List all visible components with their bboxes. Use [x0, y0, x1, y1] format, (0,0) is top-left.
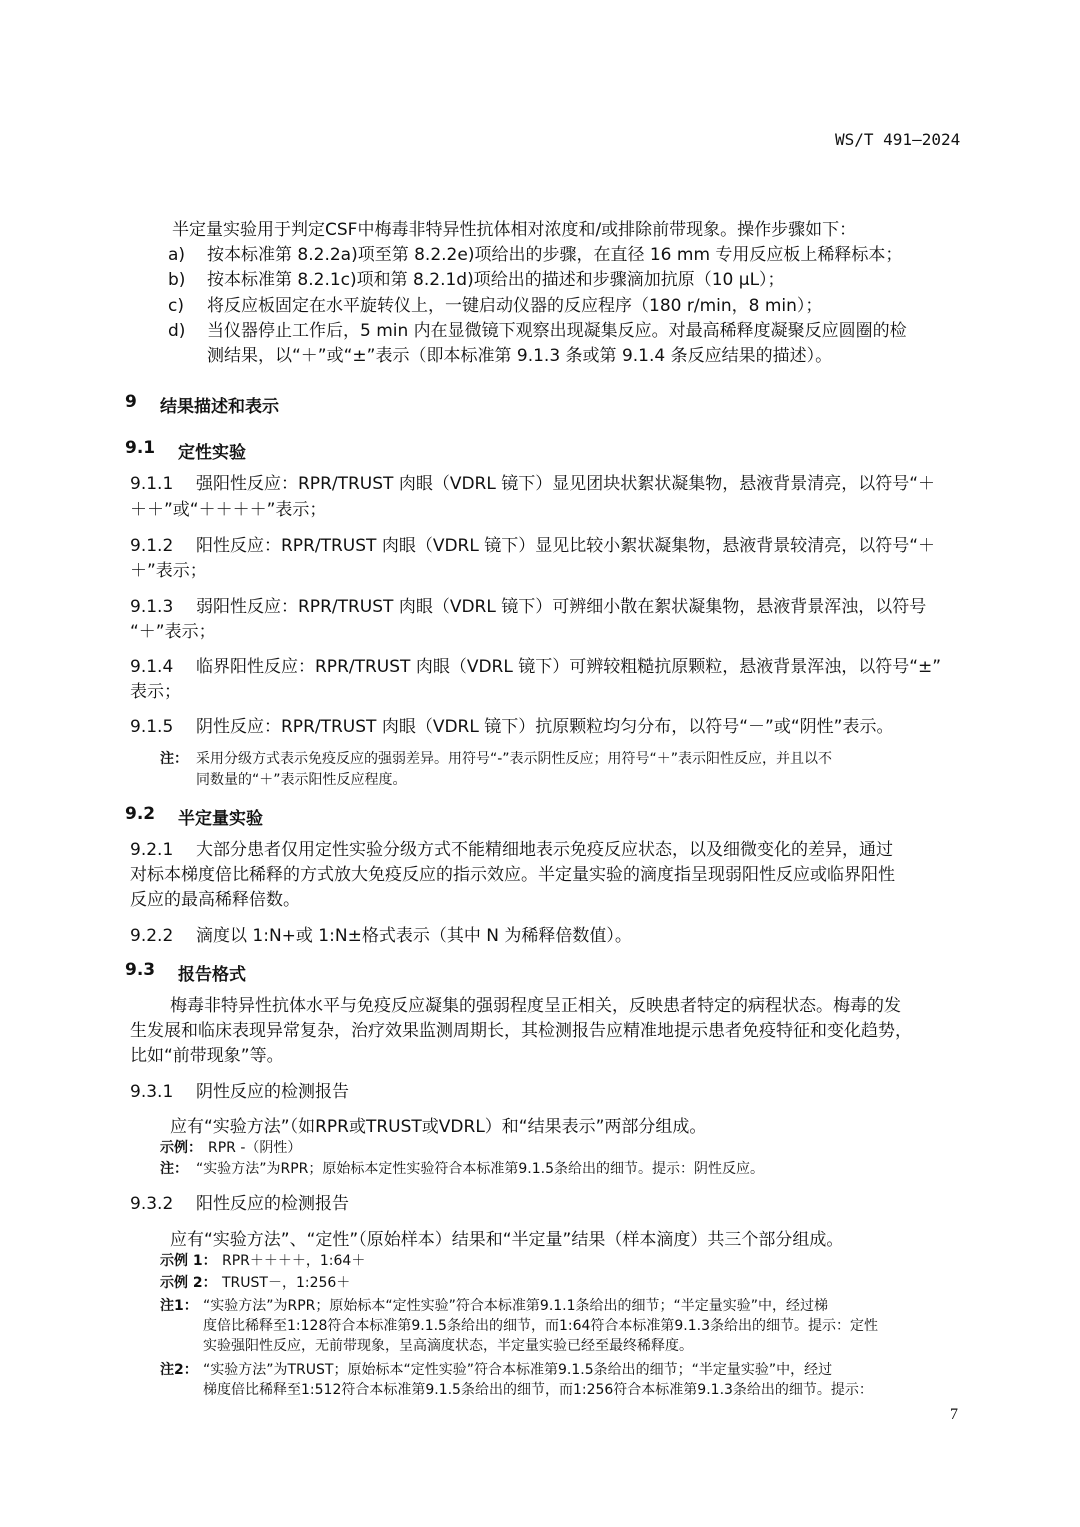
step-b-text: 按本标准第 8.2.1c)项和第 8.2.1d)项给出的描述和步骤滴加抗原（10 μL）； — [207, 270, 785, 290]
clause-9-1-1-number: 9.1.1 — [130, 474, 174, 494]
clause-9-2-1-number: 9.2.1 — [130, 840, 174, 860]
step-a-marker: a) — [168, 245, 186, 265]
note-9-3-1-text: “实验方法”为RPR；原始标本定性实验符合本标准第9.1.5条给出的细节。提示：阴性反应。 — [196, 1161, 765, 1177]
clause-9-3-line2: 生发展和临床表现异常复杂，治疗效果监测周期长，其检测报告应精准地提示患者免疫特征和变化趋势， — [130, 1021, 912, 1041]
clause-9-2-2-number: 9.2.2 — [130, 926, 174, 946]
section-9-3-1-number: 9.3.1 — [130, 1082, 174, 1102]
section-9-3-1-title: 阴性反应的检测报告 — [196, 1082, 349, 1102]
step-a-text: 按本标准第 8.2.2a)项至第 8.2.2e)项给出的步骤，在直径 16 mm 专用反应板上稀释标本； — [207, 245, 903, 265]
clause-9-1-1-line1: 强阳性反应：RPR/TRUST 肉眼（VDRL 镜下）显见团块状絮状凝集物，悬液背景清亮，以符号“＋ — [196, 474, 936, 494]
section-9-3-title: 报告格式 — [178, 965, 246, 985]
section-9-1-number: 9.1 — [125, 438, 156, 458]
clause-9-3-1-line1: 应有“实验方法”（如RPR或TRUST或VDRL）和“结果表示”两部分组成。 — [170, 1117, 707, 1137]
section-9-2-title: 半定量实验 — [178, 809, 263, 829]
section-9-number: 9 — [125, 392, 137, 412]
clause-9-1-3-number: 9.1.3 — [130, 597, 174, 617]
step-d-text-cont: 测结果，以“＋”或“±”表示（即本标准第 9.1.3 条或第 9.1.4 条反应结果的描述）。 — [207, 346, 833, 366]
section-9-title: 结果描述和表示 — [160, 397, 279, 417]
clause-9-3-2-line1: 应有“实验方法”、“定性”（原始样本）结果和“半定量”结果（样本滴度）共三个部分组成。 — [170, 1230, 844, 1250]
intro-lead: 半定量实验用于判定CSF中梅毒非特异性抗体相对浓度和/或排除前带现象。操作步骤如下： — [172, 220, 857, 240]
standard-code: WS/T 491—2024 — [835, 130, 961, 149]
clause-9-1-2-line1: 阳性反应：RPR/TRUST 肉眼（VDRL 镜下）显见比较小絮状凝集物，悬液背景较清亮，以符号“＋ — [196, 536, 936, 556]
example-9-3-1-text: RPR -（阴性） — [208, 1140, 302, 1156]
note-1-line1: “实验方法”为RPR；原始标本“定性实验”符合本标准第9.1.1条给出的细节；“半定量实验”中，经过梯 — [203, 1298, 829, 1314]
clause-9-1-1-line2: ＋＋”或“＋＋＋＋”表示； — [130, 500, 327, 520]
page-number: 7 — [950, 1406, 958, 1423]
step-c-marker: c) — [168, 296, 184, 316]
clause-9-3-line1: 梅毒非特异性抗体水平与免疫反应凝集的强弱程度呈正相关，反映患者特定的病程状态。梅毒的发 — [170, 996, 901, 1016]
step-b-marker: b) — [168, 270, 186, 290]
example-2-text: TRUST－，1:256＋ — [222, 1275, 351, 1291]
clause-9-1-4-number: 9.1.4 — [130, 657, 174, 677]
section-9-3-number: 9.3 — [125, 960, 156, 980]
section-9-3-2-title: 阳性反应的检测报告 — [196, 1194, 349, 1214]
note-9-3-1-label: 注： — [160, 1161, 188, 1177]
note-1-line3: 实验强阳性反应，无前带现象，呈高滴度状态，半定量实验已经至最终稀释度。 — [203, 1338, 693, 1354]
note-9-1-line1: 采用分级方式表示免疫反应的强弱差异。用符号“-”表示阴性反应；用符号“＋”表示阳性反应，并且以不 — [196, 751, 833, 767]
clause-9-1-2-number: 9.1.2 — [130, 536, 174, 556]
clause-9-1-4-line2: 表示； — [130, 682, 181, 702]
note-2-line1: “实验方法”为TRUST；原始标本“定性实验”符合本标准第9.1.5条给出的细节；“半定量实验”中，经过 — [203, 1362, 833, 1378]
clause-9-1-5-line1: 阴性反应：RPR/TRUST 肉眼（VDRL 镜下）抗原颗粒均匀分布，以符号“－”或“阴性”表示。 — [196, 717, 894, 737]
section-9-3-2-number: 9.3.2 — [130, 1194, 174, 1214]
note-9-1-label: 注： — [160, 751, 188, 767]
note-2-label: 注2： — [160, 1362, 198, 1378]
clause-9-1-5-number: 9.1.5 — [130, 717, 174, 737]
example-1-label: 示例 1： — [160, 1253, 217, 1269]
clause-9-2-1-line3: 反应的最高稀释倍数。 — [130, 890, 300, 910]
section-9-1-title: 定性实验 — [178, 443, 246, 463]
clause-9-1-3-line2: “＋”表示； — [130, 622, 216, 642]
clause-9-2-2-line1: 滴度以 1:N+或 1:N±格式表示（其中 N 为稀释倍数值）。 — [196, 926, 632, 946]
clause-9-1-4-line1: 临界阳性反应：RPR/TRUST 肉眼（VDRL 镜下）可辨较粗糙抗原颗粒，悬液背景浑浊，以符号“±” — [196, 657, 942, 677]
example-1-text: RPR＋＋＋＋，1:64＋ — [222, 1253, 366, 1269]
note-2-line2: 梯度倍比稀释至1:512符合本标准第9.1.5条给出的细节，而1:256符合本标准第9.1.3条给出的细节。提示： — [203, 1382, 873, 1398]
section-9-2-number: 9.2 — [125, 804, 156, 824]
clause-9-2-1-line2: 对标本梯度倍比稀释的方式放大免疫反应的指示效应。半定量实验的滴度指呈现弱阳性反应或临界阳性 — [130, 865, 895, 885]
clause-9-1-2-line2: ＋”表示； — [130, 561, 207, 581]
example-2-label: 示例 2： — [160, 1275, 217, 1291]
step-c-text: 将反应板固定在水平旋转仪上，一键启动仪器的反应程序（180 r/min，8 min）； — [207, 296, 823, 316]
note-1-label: 注1： — [160, 1298, 198, 1314]
example-9-3-1-label: 示例： — [160, 1140, 202, 1156]
note-9-1-line2: 同数量的“＋”表示阳性反应程度。 — [196, 772, 407, 788]
clause-9-2-1-line1: 大部分患者仅用定性实验分级方式不能精细地表示免疫反应状态，以及细微变化的差异，通过 — [196, 840, 893, 860]
clause-9-3-line3: 比如“前带现象”等。 — [130, 1046, 284, 1066]
step-d-text: 当仪器停止工作后，5 min 内在显微镜下观察出现凝集反应。对最高稀释度凝聚反应圆圈的检 — [207, 321, 907, 341]
note-1-line2: 度倍比稀释至1:128符合本标准第9.1.5条给出的细节，而1:64符合本标准第9.1.3条给出的细节。提示：定性 — [203, 1318, 879, 1334]
step-d-marker: d) — [168, 321, 186, 341]
clause-9-1-3-line1: 弱阳性反应：RPR/TRUST 肉眼（VDRL 镜下）可辨细小散在絮状凝集物，悬液背景浑浊，以符号 — [196, 597, 927, 617]
